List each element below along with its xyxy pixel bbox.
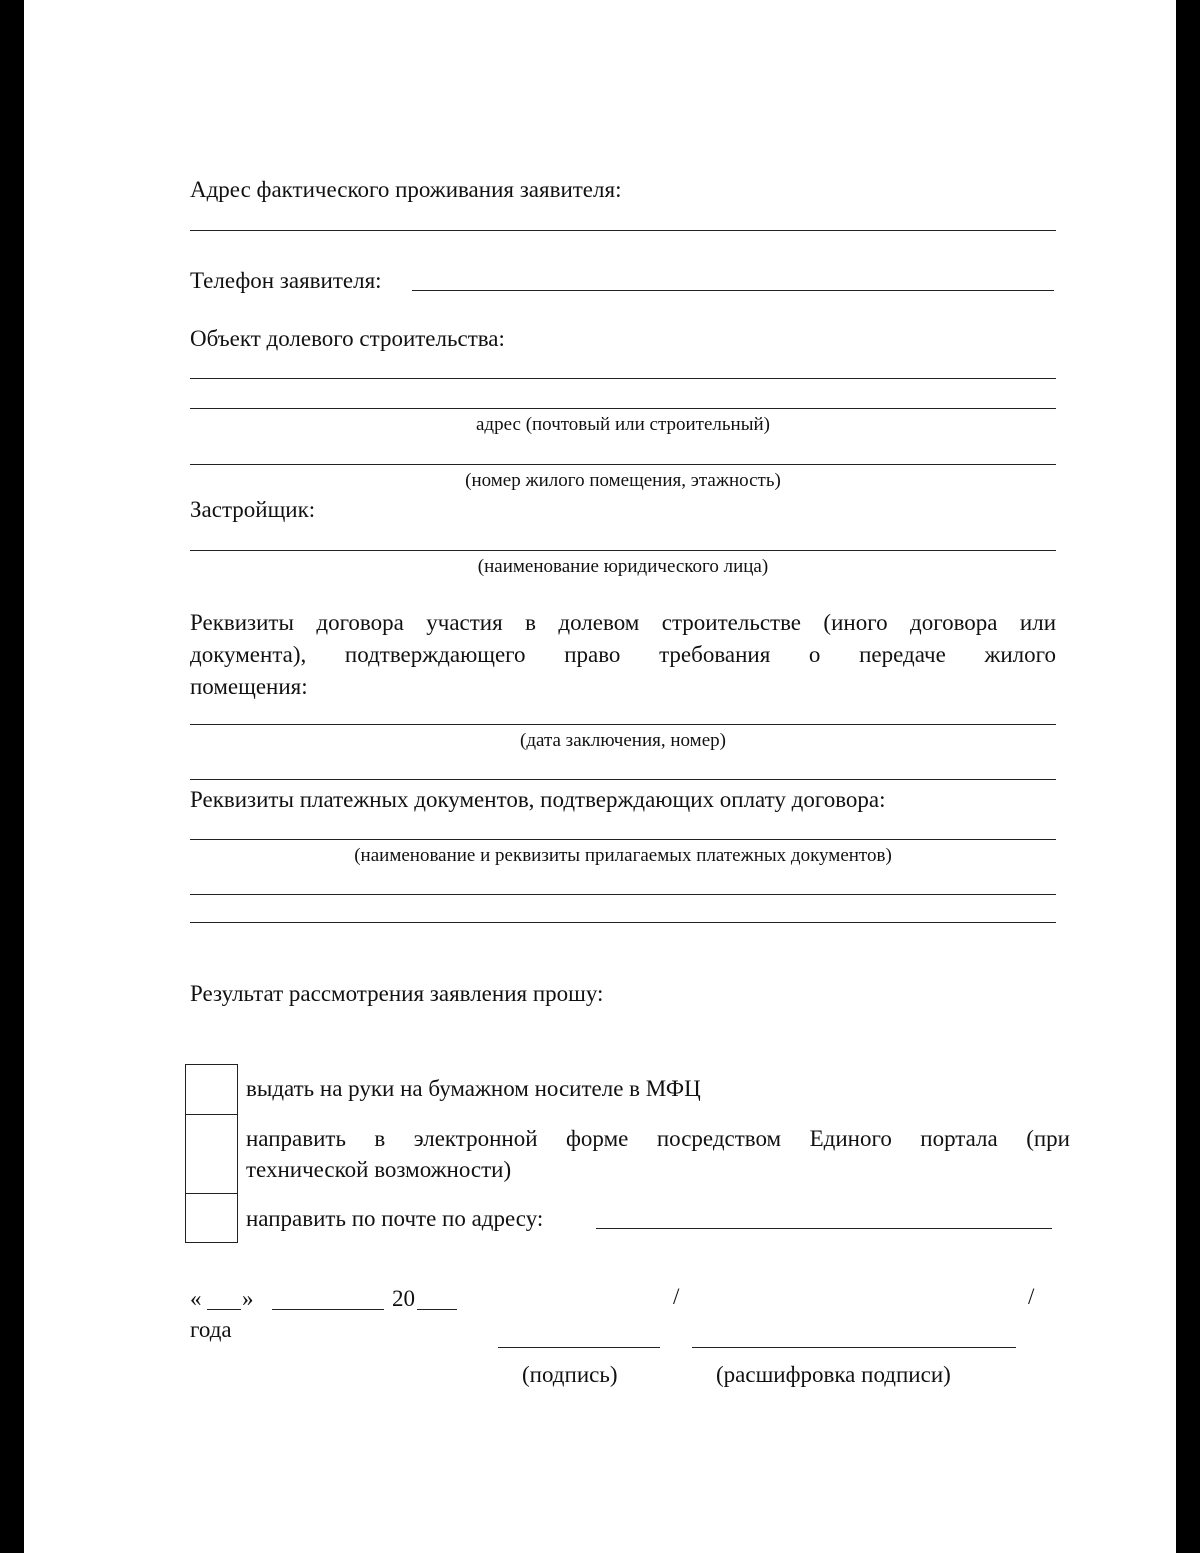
- signature-decode-caption: (расшифровка подписи): [716, 1362, 951, 1387]
- date-close-quote: »: [242, 1286, 254, 1311]
- payment-line-3[interactable]: [190, 922, 1056, 923]
- signature-caption: (подпись): [522, 1362, 618, 1387]
- slash-2: /: [1028, 1284, 1035, 1309]
- result-label: Результат рассмотрения заявления прошу:: [190, 981, 604, 1006]
- object-label: Объект долевого строительства:: [190, 326, 505, 351]
- contract-caption: (дата заключения, номер): [520, 730, 726, 751]
- date-month-line[interactable]: [272, 1309, 384, 1310]
- phone-label: Телефон заявителя:: [190, 268, 382, 293]
- date-day-line[interactable]: [207, 1309, 241, 1310]
- object-address-caption: адрес (почтовый или строительный): [476, 414, 770, 435]
- option-mail-text: направить по почте по адресу:: [246, 1206, 544, 1231]
- contract-label-line-2: документа), подтверждающего право требования о передаче жилого: [190, 642, 1056, 667]
- date-open-quote: «: [190, 1286, 202, 1311]
- option-mail-checkbox[interactable]: [185, 1193, 238, 1243]
- contract-extra-line[interactable]: [190, 779, 1056, 780]
- option-paper-text: выдать на руки на бумажном носителе в МФЦ: [246, 1076, 701, 1101]
- signature-line[interactable]: [498, 1347, 660, 1348]
- contract-line[interactable]: [190, 724, 1056, 725]
- contract-label-line-3: помещения:: [190, 674, 308, 699]
- payment-line-1[interactable]: [190, 839, 1056, 840]
- signature-decode-line[interactable]: [692, 1347, 1016, 1348]
- address-label: Адрес фактического проживания заявителя:: [190, 177, 622, 202]
- option-paper-checkbox[interactable]: [185, 1064, 238, 1115]
- object-room-caption: (номер жилого помещения, этажность): [465, 470, 781, 491]
- payment-label: Реквизиты платежных документов, подтверждающих оплату договора:: [190, 787, 886, 812]
- year-word: года: [190, 1317, 232, 1342]
- developer-caption: (наименование юридического лица): [477, 556, 769, 577]
- object-line-1[interactable]: [190, 378, 1056, 379]
- contract-label: [190, 607, 1056, 703]
- document-page: [24, 0, 1176, 1553]
- address-line[interactable]: [190, 230, 1056, 231]
- object-room-line[interactable]: [190, 464, 1056, 465]
- slash-1: /: [673, 1284, 680, 1309]
- object-line-2[interactable]: [190, 408, 1056, 409]
- payment-line-2[interactable]: [190, 894, 1056, 895]
- payment-caption: (наименование и реквизиты прилагаемых платежных документов): [354, 845, 892, 866]
- phone-line[interactable]: [412, 290, 1054, 291]
- option-portal-checkbox[interactable]: [185, 1114, 238, 1194]
- option-portal-line-1: направить в электронной форме посредством Единого портала (при: [246, 1126, 1070, 1151]
- contract-label-line-1: Реквизиты договора участия в долевом строительстве (иного договора или: [190, 610, 1056, 635]
- mail-address-line[interactable]: [596, 1228, 1052, 1229]
- date-year-line[interactable]: [417, 1309, 457, 1310]
- developer-label: Застройщик:: [190, 497, 316, 522]
- year-prefix: 20: [392, 1286, 415, 1311]
- option-portal-text: [246, 1123, 1070, 1185]
- developer-line[interactable]: [190, 550, 1056, 551]
- option-portal-line-2: технической возможности): [246, 1157, 512, 1182]
